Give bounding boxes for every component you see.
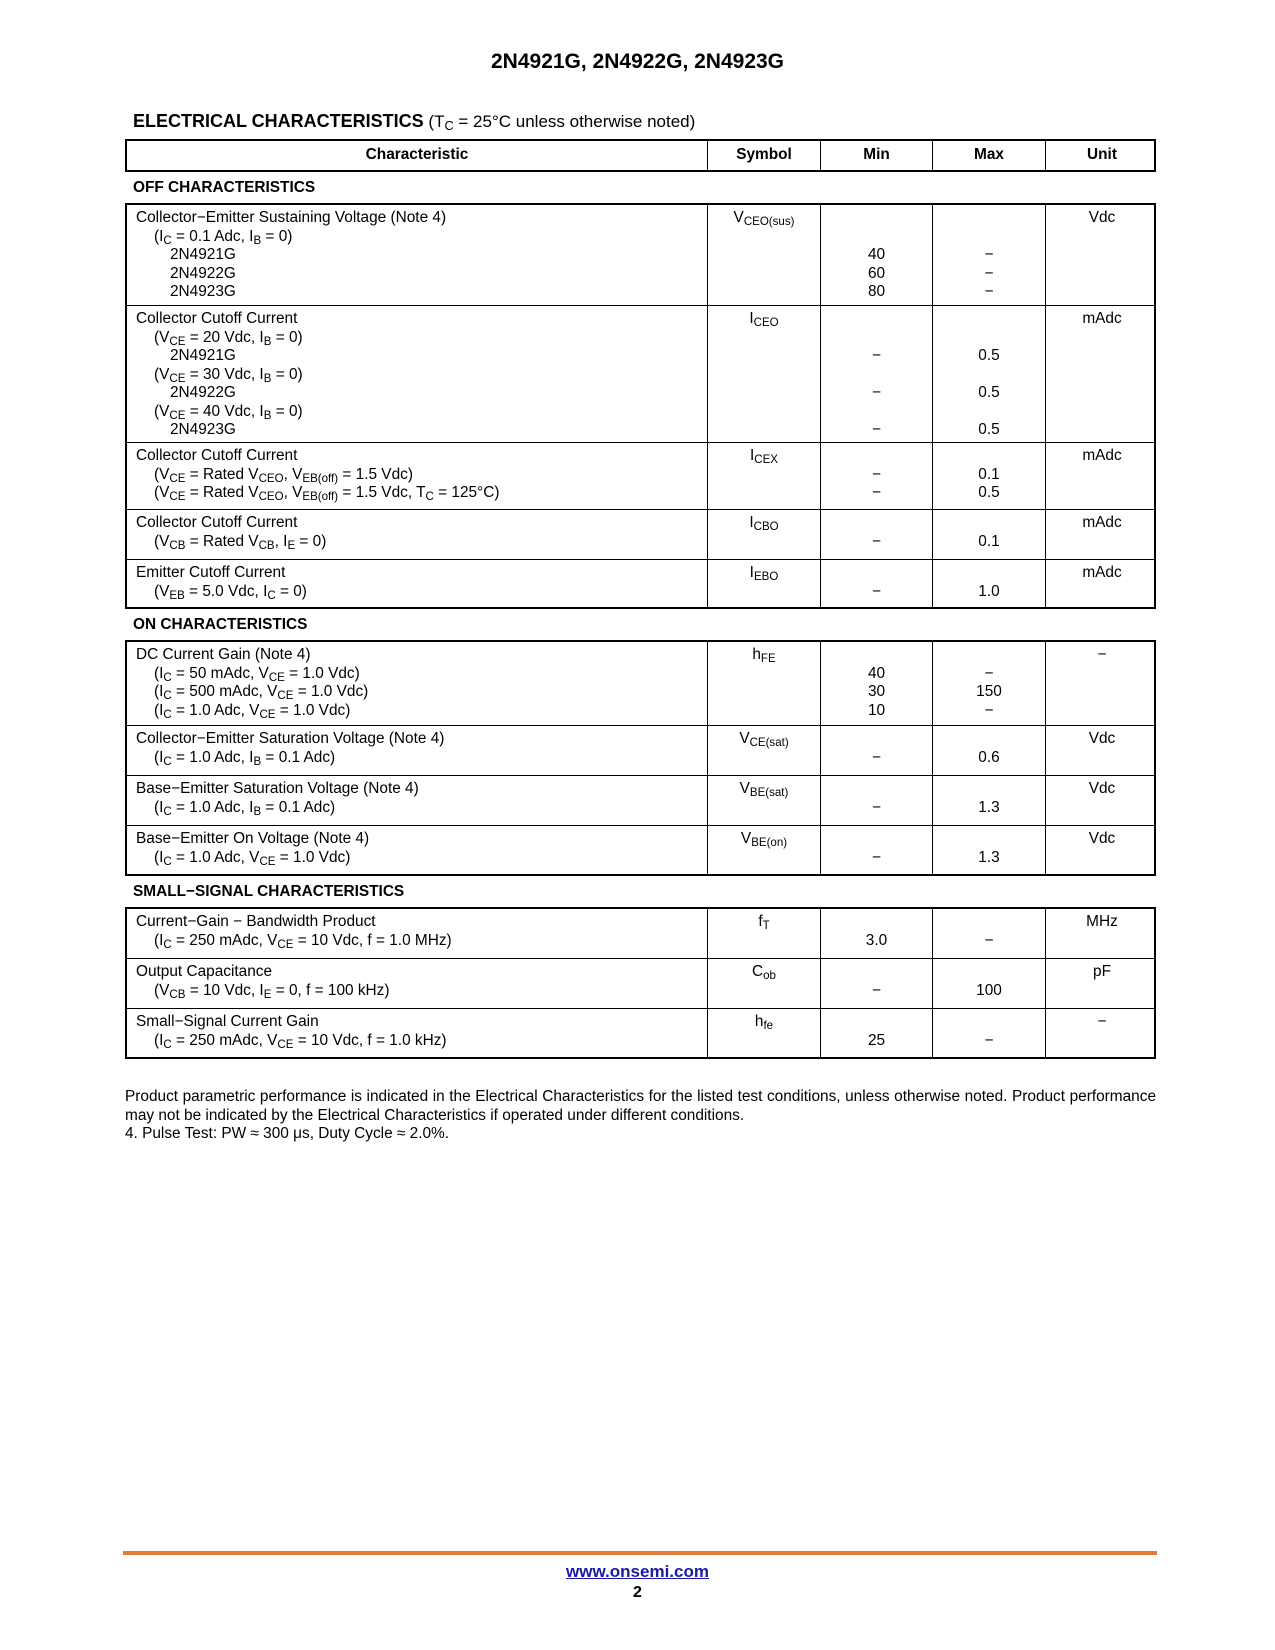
table-row-ft [127, 909, 1154, 958]
unit: pF [1045, 959, 1158, 1008]
min-values: − [820, 826, 932, 874]
unit: mAdc [1045, 510, 1158, 559]
table-row-hfe [127, 642, 1154, 725]
row-title: DC Current Gain (Note 4) [136, 646, 311, 663]
section-small-signal-characteristics: SMALL−SIGNAL CHARACTERISTICS [133, 883, 405, 900]
min-values: 3.0 [820, 909, 932, 958]
table-row-iebo [127, 559, 1154, 607]
max-values: − 150 − [932, 642, 1045, 725]
footer-website-link[interactable]: www.onsemi.com [566, 1562, 709, 1581]
symbol: $I_{CEO}$ [707, 306, 820, 442]
table-row-icbo [127, 509, 1154, 559]
row-condition: ($V_{CE}$ = Rated $V_{CEO}$, $V_{EB(off)} = 1.5$ Vdc) [154, 465, 413, 485]
row-condition: ($I_C = 250$ mAdc, $V_{CE} = 10$ Vdc, f = 1.0 MHz) [154, 931, 452, 951]
on-characteristics-group [125, 640, 1156, 876]
min-values: − [820, 510, 932, 559]
row-title: Collector−Emitter Sustaining Voltage (Note 4) [136, 209, 447, 226]
page-number: 2 [633, 1584, 642, 1601]
max-values: 0.1 [932, 510, 1045, 559]
heading-main: ELECTRICAL CHARACTERISTICS [133, 111, 424, 131]
part-number: 2N4921G [170, 246, 236, 263]
row-title: Collector−Emitter Saturation Voltage (Note 4) [136, 730, 445, 747]
row-title: Output Capacitance [136, 963, 273, 980]
max-values: − [932, 1009, 1045, 1057]
table-row-vbe-on [127, 825, 1154, 874]
table-row-hfe-small-signal [127, 1008, 1154, 1057]
part-number: 2N4922G [170, 264, 236, 282]
min-values: − [820, 726, 932, 775]
symbol: $h_{fe}$ [707, 1009, 820, 1057]
row-title: Base−Emitter Saturation Voltage (Note 4) [136, 780, 419, 797]
row-title: Collector Cutoff Current [136, 310, 298, 327]
col-symbol: Symbol [707, 141, 820, 170]
max-values: 0.5 0.5 0.5 [932, 306, 1045, 442]
unit: MHz [1045, 909, 1158, 958]
col-min: Min [820, 141, 932, 170]
row-title: Collector Cutoff Current [136, 447, 298, 464]
small-signal-characteristics-group [125, 907, 1156, 1059]
max-values: − [932, 909, 1045, 958]
note-4: 4. Pulse Test: PW ≈ 300 μs, Duty Cycle ≈ 2.0%. [125, 1125, 450, 1142]
part-number: 2N4921G [170, 347, 236, 364]
row-condition: ($I_C = 1.0$ Adc, $V_{CE} = 1.0$ Vdc) [154, 848, 351, 868]
row-condition: ($I_C = 250$ mAdc, $V_{CE} = 10$ Vdc, f = 1.0 kHz) [154, 1031, 447, 1051]
row-title: Emitter Cutoff Current [136, 564, 286, 581]
table-row-vce-sat [127, 725, 1154, 775]
unit: Vdc [1045, 826, 1158, 874]
row-title: Current−Gain − Bandwidth Product [136, 913, 376, 930]
table-row-vbe-sat [127, 775, 1154, 825]
heading-condition: ($T_C = 25^\circ C$ unless otherwise noted) [428, 112, 696, 133]
row-condition: ($I_C = 500$ mAdc, $V_{CE} = 1.0$ Vdc) [154, 683, 369, 702]
row-condition: ($I_C = 50$ mAdc, $V_{CE} = 1.0$ Vdc) [154, 664, 360, 684]
min-values: − [820, 560, 932, 607]
symbol: $I_{CBO}$ [707, 510, 820, 559]
section-off-characteristics: OFF CHARACTERISTICS [133, 179, 316, 196]
min-values: − − − [820, 306, 932, 442]
row-title: Collector Cutoff Current [136, 514, 298, 531]
col-max: Max [932, 141, 1045, 170]
unit: − [1045, 1009, 1158, 1057]
row-condition: ($V_{CE} = 40$ Vdc, $I_B = 0$) [154, 402, 303, 422]
symbol: $V_{BE(on)}$ [707, 826, 820, 874]
electrical-characteristics-table [125, 139, 1156, 1059]
symbol: $h_{FE}$ [707, 642, 820, 725]
table-row-iceo [127, 305, 1154, 442]
electrical-characteristics-heading [133, 111, 695, 132]
row-condition: ($V_{CE} = 20$ Vdc, $I_B = 0$) [154, 328, 303, 348]
max-values: 1.0 [932, 560, 1045, 607]
symbol: $V_{BE(sat)}$ [707, 776, 820, 825]
row-condition: ($I_C = 1.0$ Adc, $V_{CE} = 1.0$ Vdc) [154, 701, 351, 721]
row-condition: ($V_{CB} = 10$ Vdc, $I_E = 0$, f = 100 kHz) [154, 981, 390, 1001]
unit: mAdc [1045, 306, 1158, 442]
max-values: 100 [932, 959, 1045, 1008]
unit: mAdc [1045, 443, 1158, 509]
footer-divider [123, 1551, 1157, 1555]
col-characteristic: Characteristic [365, 146, 469, 163]
section-on-characteristics: ON CHARACTERISTICS [133, 616, 308, 633]
unit: Vdc [1045, 205, 1158, 305]
notes [125, 1088, 1156, 1144]
unit: Vdc [1045, 726, 1158, 775]
row-condition: ($I_C = 1.0$ Adc, $I_B = 0.1$ Adc) [154, 748, 336, 768]
unit: mAdc [1045, 560, 1158, 607]
min-values: − [820, 776, 932, 825]
max-values: − − − [932, 205, 1045, 305]
unit: Vdc [1045, 776, 1158, 825]
row-condition: ($V_{CE} = 30$ Vdc, $I_B = 0$) [154, 365, 303, 385]
part-number: 2N4923G [170, 283, 236, 300]
table-row-vceo-sus [127, 205, 1154, 305]
table-row-icex [127, 442, 1154, 509]
table-row-cob [127, 958, 1154, 1008]
part-number: 2N4922G [170, 384, 236, 401]
max-values: 0.6 [932, 726, 1045, 775]
document-title: 2N4921G, 2N4922G, 2N4923G [490, 50, 785, 73]
table-header [125, 139, 1156, 172]
product-performance-note: Product parametric performance is indicated in the Electrical Characteristics for the listed test conditions, unless otherwise noted. Product performance may not be indicated by the Electrical Characteristics if operated under different conditions. [125, 1088, 1156, 1124]
symbol: $C_{ob}$ [707, 959, 820, 1008]
unit: − [1045, 642, 1158, 725]
max-values: 1.3 [932, 776, 1045, 825]
row-condition: ($V_{CE}$ = Rated $V_{CEO}$, $V_{EB(off)} = 1.5$ Vdc, $T_C = 125^\circ C$) [154, 484, 500, 503]
part-number: 2N4923G [170, 421, 236, 438]
min-values: 25 [820, 1009, 932, 1057]
min-values: 40 60 80 [820, 205, 932, 305]
row-condition: ($V_{CB}$ = Rated $V_{CB}$, $I_E = 0$) [154, 532, 327, 552]
row-condition: ($V_{EB} = 5.0$ Vdc, $I_C = 0$) [154, 582, 307, 602]
min-values: 40 30 10 [820, 642, 932, 725]
row-title: Base−Emitter On Voltage (Note 4) [136, 830, 370, 847]
col-unit: Unit [1045, 141, 1158, 170]
row-condition: ($I_C = 0.1$ Adc, $I_B = 0$) [154, 227, 293, 247]
min-values: − − [820, 443, 932, 509]
min-values: − [820, 959, 932, 1008]
max-values: 1.3 [932, 826, 1045, 874]
symbol: $V_{CEO(sus)}$ [707, 205, 820, 305]
symbol: $I_{EBO}$ [707, 560, 820, 607]
symbol: $I_{CEX}$ [707, 443, 820, 509]
off-characteristics-group [125, 203, 1156, 609]
row-condition: ($I_C = 1.0$ Adc, $I_B = 0.1$ Adc) [154, 798, 336, 818]
symbol: $V_{CE(sat)}$ [707, 726, 820, 775]
max-values: 0.1 0.5 [932, 443, 1045, 509]
symbol: $f_T$ [707, 909, 820, 958]
row-title: Small−Signal Current Gain [136, 1013, 319, 1030]
